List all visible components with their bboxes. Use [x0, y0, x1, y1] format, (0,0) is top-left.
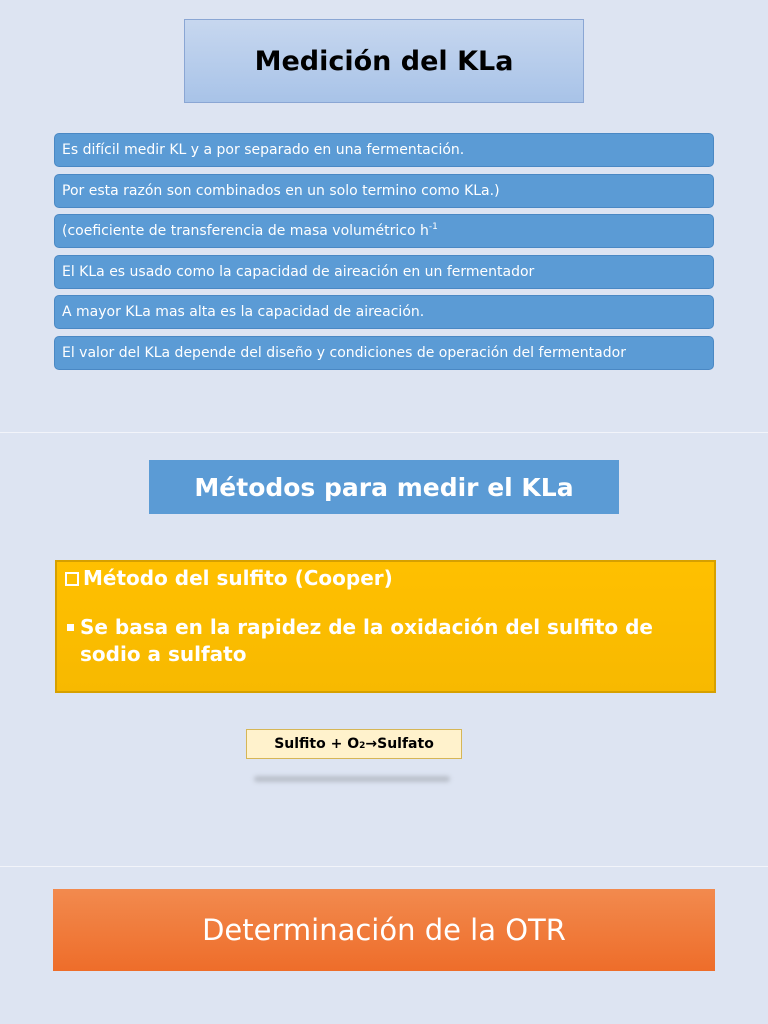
list-item: Por esta razón son combinados en un solo termino como KLa.): [54, 174, 714, 208]
square-bullet-icon: [67, 624, 74, 631]
list-item: El KLa es usado como la capacidad de aireación en un fermentador: [54, 255, 714, 289]
list-item: Es difícil medir KL y a por separado en una fermentación.: [54, 133, 714, 167]
checkbox-bullet-icon: [65, 572, 79, 586]
reaction-equation: Sulfito + O $_2$ → Sulfato: [246, 729, 462, 759]
kla-bullet-list: [54, 133, 714, 377]
equation-shadow: [254, 776, 450, 782]
slide-divider: [0, 432, 768, 433]
superscript: -1: [428, 222, 438, 233]
list-item: A mayor KLa mas alta es la capacidad de aireación.: [54, 295, 714, 329]
method-detail: Se basa en la rapidez de la oxidación del sulfito de sodio a sulfato: [65, 614, 706, 668]
list-item: (coeficiente de transferencia de masa volumétrico h $^{-1}$: [54, 214, 714, 248]
slide3-title: Determinación de la OTR: [53, 889, 715, 971]
sulfite-method-box: [55, 560, 716, 693]
slide2-title: Métodos para medir el KLa: [149, 460, 619, 514]
list-item: El valor del KLa depende del diseño y condiciones de operación del fermentador: [54, 336, 714, 370]
method-heading: Método del sulfito (Cooper): [65, 566, 706, 590]
slide-divider: [0, 866, 768, 867]
slide1-title: Medición del KLa: [184, 19, 584, 103]
arrow-right-icon: →: [365, 736, 378, 752]
